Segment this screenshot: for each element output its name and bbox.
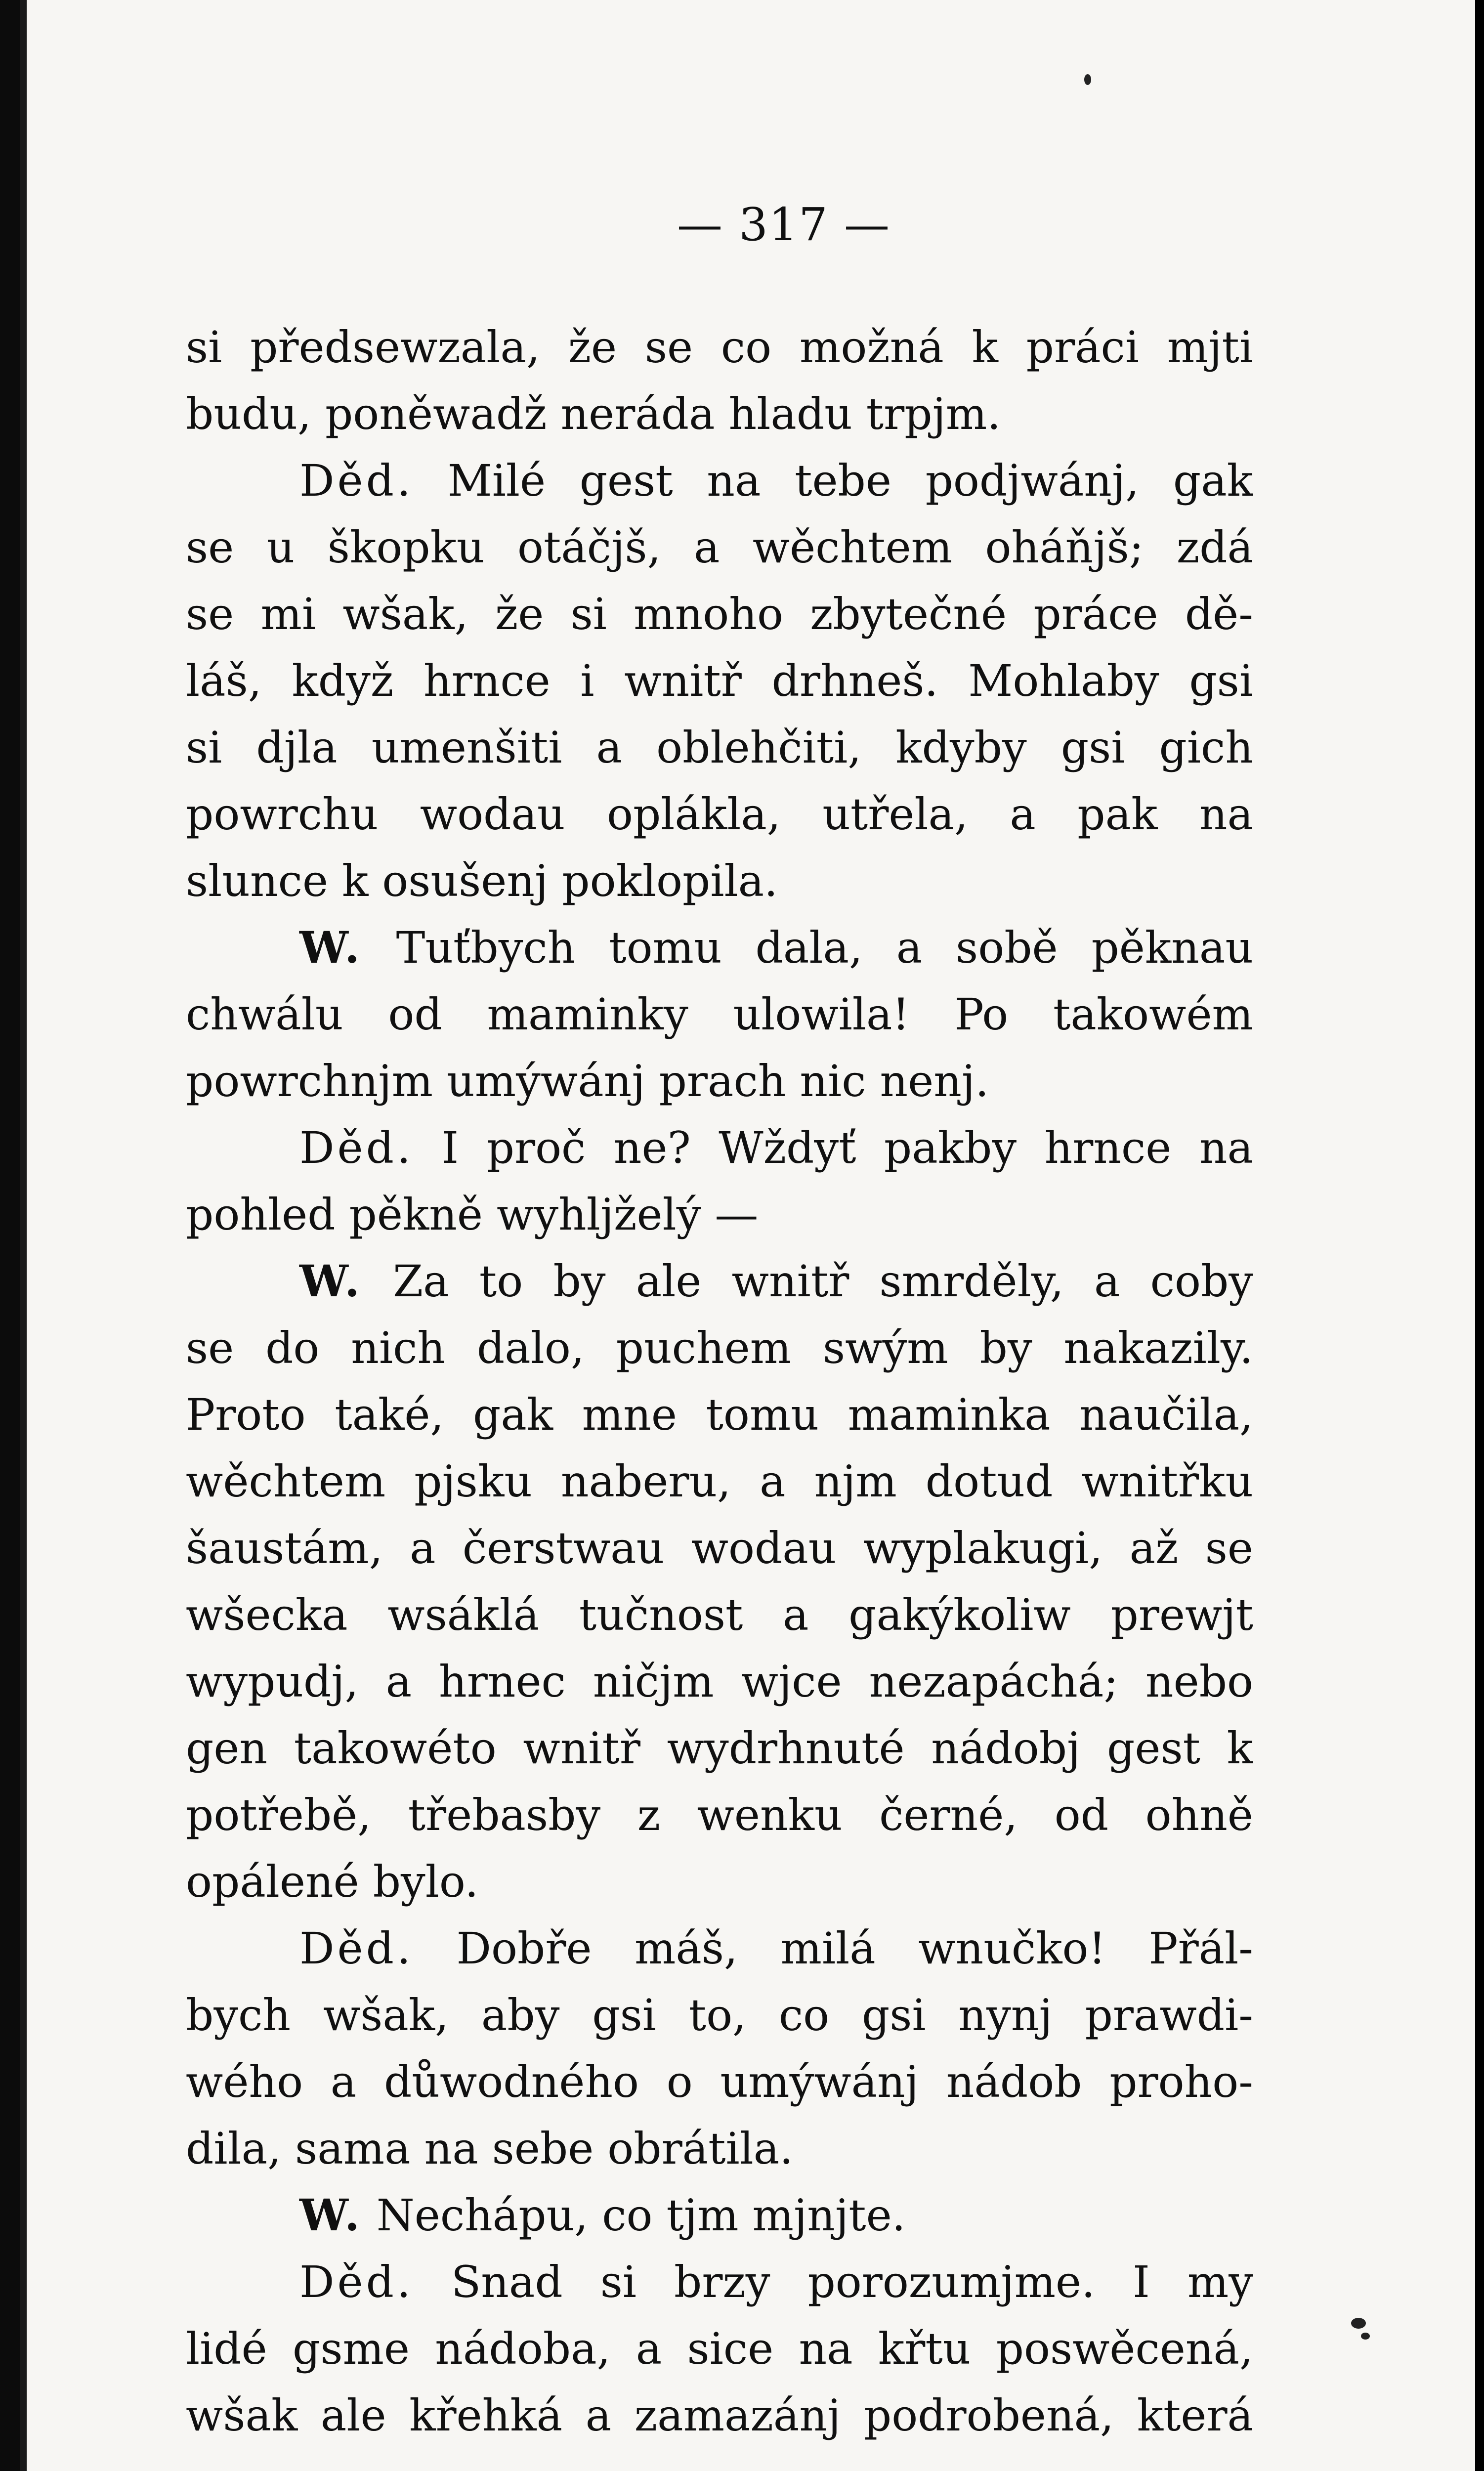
text-line-first bbox=[186, 914, 1253, 981]
paragraph bbox=[186, 1248, 1253, 1915]
text-line: bych wšak, aby gsi to, co gsi nynj prawdi- bbox=[186, 1990, 1253, 2041]
text-line: wého a důwodného o umýwánj nádob proho- bbox=[186, 2056, 1253, 2107]
speaker-label: W. bbox=[299, 1255, 363, 1307]
text-line: budu, poněwadž neráda hladu trpjm. bbox=[186, 388, 1001, 439]
text-line: si djla umenšiti a oblehčiti, kdyby gsi gich bbox=[186, 722, 1253, 773]
paragraph bbox=[186, 2182, 1253, 2249]
paragraph bbox=[186, 2249, 1253, 2449]
text-line: Tuťbych tomu dala, a sobě pěknau bbox=[396, 922, 1253, 973]
paragraph bbox=[186, 447, 1253, 914]
paragraph bbox=[186, 314, 1253, 447]
text-line-first bbox=[186, 2249, 1253, 2315]
text-line: wšak ale křehká a zamazánj podrobená, která bbox=[186, 2390, 1253, 2441]
print-speck bbox=[1361, 2333, 1370, 2340]
text-line: šaustám, a čerstwau wodau wyplakugi, až se bbox=[186, 1523, 1253, 1574]
text-line: potřebě, třebasby z wenku černé, od ohně bbox=[186, 1789, 1253, 1840]
text-line: chwálu od maminky ulowila! Po takowém bbox=[186, 989, 1253, 1040]
text-line: se do nich dalo, puchem swým by nakazily. bbox=[186, 1322, 1253, 1373]
paragraph bbox=[186, 914, 1253, 1114]
text-line: Dobře máš, milá wnučko! Přál- bbox=[456, 1923, 1253, 1974]
text-line-first bbox=[186, 1915, 1253, 1982]
text-line: opálené bylo. bbox=[186, 1856, 479, 1907]
text-line: si předsewzala, že se co možná k práci mjti bbox=[186, 322, 1253, 373]
scan-frame-edge bbox=[0, 0, 20, 2471]
print-speck bbox=[1084, 74, 1091, 85]
text-line: se u škopku otáčjš, a wěchtem oháňjš; zdá bbox=[186, 522, 1253, 573]
text-line: Proto také, gak mne tomu maminka naučila, bbox=[186, 1389, 1253, 1440]
speaker-label: Děd. bbox=[299, 1923, 414, 1974]
text-line: wšecka wsáklá tučnost a gakýkoliw prewjt bbox=[186, 1589, 1253, 1640]
text-line: gen takowéto wnitř wydrhnuté nádobj gest k bbox=[186, 1723, 1253, 1774]
book-page bbox=[20, 0, 1475, 2471]
text-line: wypudj, a hrnec ničjm wjce nezapáchá; nebo bbox=[186, 1656, 1253, 1707]
speaker-label: Děd. bbox=[299, 2257, 414, 2307]
print-speck bbox=[1351, 2318, 1366, 2329]
text-line: Za to by ale wnitř smrděly, a coby bbox=[393, 1256, 1253, 1307]
text-line-first bbox=[186, 1114, 1253, 1181]
text-line: slunce k osušenj poklopila. bbox=[186, 855, 778, 906]
text-line: powrchu wodau oplákla, utřela, a pak na bbox=[186, 789, 1253, 840]
page-number: — 317 — bbox=[677, 198, 891, 251]
text-line: dila, sama na sebe obrátila. bbox=[186, 2123, 794, 2174]
paragraph bbox=[186, 1114, 1253, 1248]
text-line-first bbox=[186, 2182, 1253, 2249]
text-line: láš, když hrnce i wnitř drhneš. Mohlaby gsi bbox=[186, 655, 1253, 706]
text-line: lidé gsme nádoba, a sice na křtu poswěcená, bbox=[186, 2323, 1253, 2374]
page-text bbox=[186, 185, 1253, 2449]
text-line-first bbox=[186, 447, 1253, 514]
text-line-first bbox=[186, 1248, 1253, 1315]
text-line: powrchnjm umýwánj prach nic nenj. bbox=[186, 1056, 989, 1107]
speaker-label: W. bbox=[299, 2189, 363, 2241]
text-line: se mi wšak, že si mnoho zbytečné práce dě- bbox=[186, 589, 1253, 639]
text-line: I proč ne? Wždyť pakby hrnce na bbox=[441, 1122, 1253, 1173]
speaker-label: Děd. bbox=[299, 1122, 414, 1173]
text-line: Nechápu, co tjm mjnjte. bbox=[376, 2190, 906, 2241]
text-line: Snad si brzy porozumjme. I my bbox=[451, 2257, 1253, 2307]
text-line: Milé gest na tebe podjwánj, gak bbox=[447, 455, 1253, 506]
paragraph bbox=[186, 1915, 1253, 2182]
speaker-label: Děd. bbox=[299, 455, 414, 506]
text-line: pohled pěkně wyhljželý — bbox=[186, 1189, 759, 1240]
speaker-label: W. bbox=[299, 922, 363, 973]
text-line: wěchtem pjsku naberu, a njm dotud wnitřku bbox=[186, 1456, 1253, 1507]
